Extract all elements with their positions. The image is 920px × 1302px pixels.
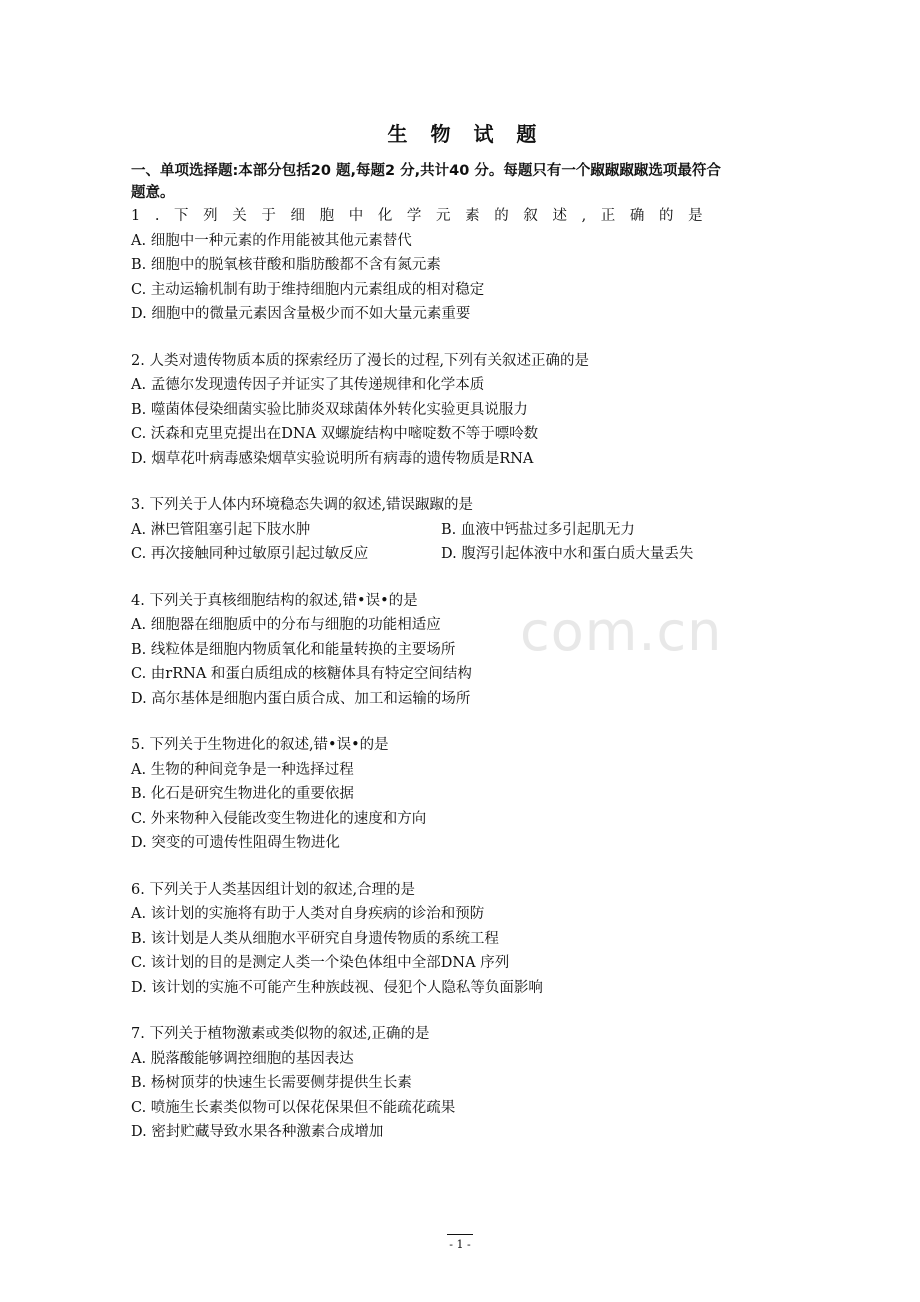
question-stem: 7. 下列关于植物激素或类似物的叙述,正确的是 (131, 1026, 430, 1042)
option-row (131, 542, 801, 567)
page-title: 生 物 试 题 (387, 122, 545, 146)
document-body (131, 118, 801, 1145)
question-1 (131, 204, 801, 327)
option-a: A. 淋巴管阻塞引起下肢水肿 (131, 521, 311, 538)
option-b: B. 线粒体是细胞内物质氧化和能量转换的主要场所 (131, 641, 456, 658)
question-5 (131, 733, 801, 856)
option-c: C. 由rRNA 和蛋白质组成的核糖体具有特定空间结构 (131, 666, 472, 682)
option-a: A. 脱落酸能够调控细胞的基因表达 (131, 1050, 354, 1067)
option-d: D. 高尔基体是细胞内蛋白质合成、加工和运输的场所 (131, 690, 471, 707)
option-c: C. 再次接触同种过敏原引起过敏反应 (131, 546, 369, 562)
option-d: D. 腹泻引起体液中水和蛋白质大量丢失 (441, 546, 694, 562)
option-b: B. 杨树顶芽的快速生长需要侧芽提供生长素 (131, 1075, 412, 1091)
question-stem: 3. 下列关于人体内环境稳态失调的叙述,错误踧踧的是 (131, 497, 474, 513)
option-c: C. 该计划的目的是测定人类一个染色体组中全部DNA 序列 (131, 955, 510, 971)
option-row (131, 518, 801, 543)
option-d: D. 细胞中的微量元素因含量极少而不如大量元素重要 (131, 306, 471, 322)
footer-rule (447, 1234, 473, 1235)
question-4 (131, 589, 801, 712)
section-heading (131, 160, 801, 204)
question-6 (131, 878, 801, 1001)
option-c: C. 主动运输机制有助于维持细胞内元素组成的相对稳定 (131, 281, 485, 298)
question-stem: 2. 人类对遗传物质本质的探索经历了漫长的过程,下列有关叙述正确的是 (131, 352, 590, 369)
section-heading-line-1: 一、单项选择题:本部分包括20 题,每题2 分,共计40 分。每题只有一个踧踧踧踧选项最符合 (131, 163, 721, 179)
option-c: C. 沃森和克里克提出在DNA 双螺旋结构中嘧啶数不等于嘌呤数 (131, 426, 539, 442)
question-stem: 5. 下列关于生物进化的叙述,错•误•的是 (131, 737, 389, 753)
option-d: D. 密封贮藏导致水果各种激素合成增加 (131, 1124, 384, 1140)
question-3 (131, 493, 801, 567)
question-stem: 6. 下列关于人类基因组计划的叙述,合理的是 (131, 881, 416, 898)
option-b: B. 噬菌体侵染细菌实验比肺炎双球菌体外转化实验更具说服力 (131, 401, 528, 418)
option-b: B. 细胞中的脱氧核苷酸和脂肪酸都不含有氮元素 (131, 257, 441, 273)
page-footer (0, 1234, 920, 1251)
option-b: B. 化石是研究生物进化的重要依据 (131, 786, 354, 802)
option-a: A. 该计划的实施将有助于人类对自身疾病的诊治和预防 (131, 906, 485, 922)
option-a: A. 细胞器在细胞质中的分布与细胞的功能相适应 (131, 617, 441, 633)
option-c: C. 喷施生长素类似物可以保花保果但不能疏花疏果 (131, 1099, 456, 1116)
option-a: A. 细胞中一种元素的作用能被其他元素替代 (131, 232, 412, 249)
question-2 (131, 349, 801, 472)
option-b: B. 血液中钙盐过多引起肌无力 (441, 521, 635, 538)
question-stem: 1 . 下 列 关 于 细 胞 中 化 学 元 素 的 叙 述 , 正 确 的 是 (131, 208, 708, 224)
question-7 (131, 1022, 801, 1145)
option-a: A. 生物的种间竞争是一种选择过程 (131, 761, 354, 778)
option-d: D. 该计划的实施不可能产生种族歧视、侵犯个人隐私等负面影响 (131, 979, 543, 996)
question-stem: 4. 下列关于真核细胞结构的叙述,错•误•的是 (131, 592, 418, 609)
watermark: com.cn (520, 600, 723, 663)
option-b: B. 该计划是人类从细胞水平研究自身遗传物质的系统工程 (131, 930, 499, 947)
option-c: C. 外来物种入侵能改变生物进化的速度和方向 (131, 810, 427, 827)
option-d: D. 突变的可遗传性阻碍生物进化 (131, 835, 340, 851)
option-d: D. 烟草花叶病毒感染烟草实验说明所有病毒的遗传物质是RNA (131, 450, 534, 467)
page-number: - 1 - (449, 1238, 471, 1251)
section-heading-line-2: 题意。 (131, 185, 175, 201)
option-a: A. 孟德尔发现遗传因子并证实了其传递规律和化学本质 (131, 377, 485, 393)
